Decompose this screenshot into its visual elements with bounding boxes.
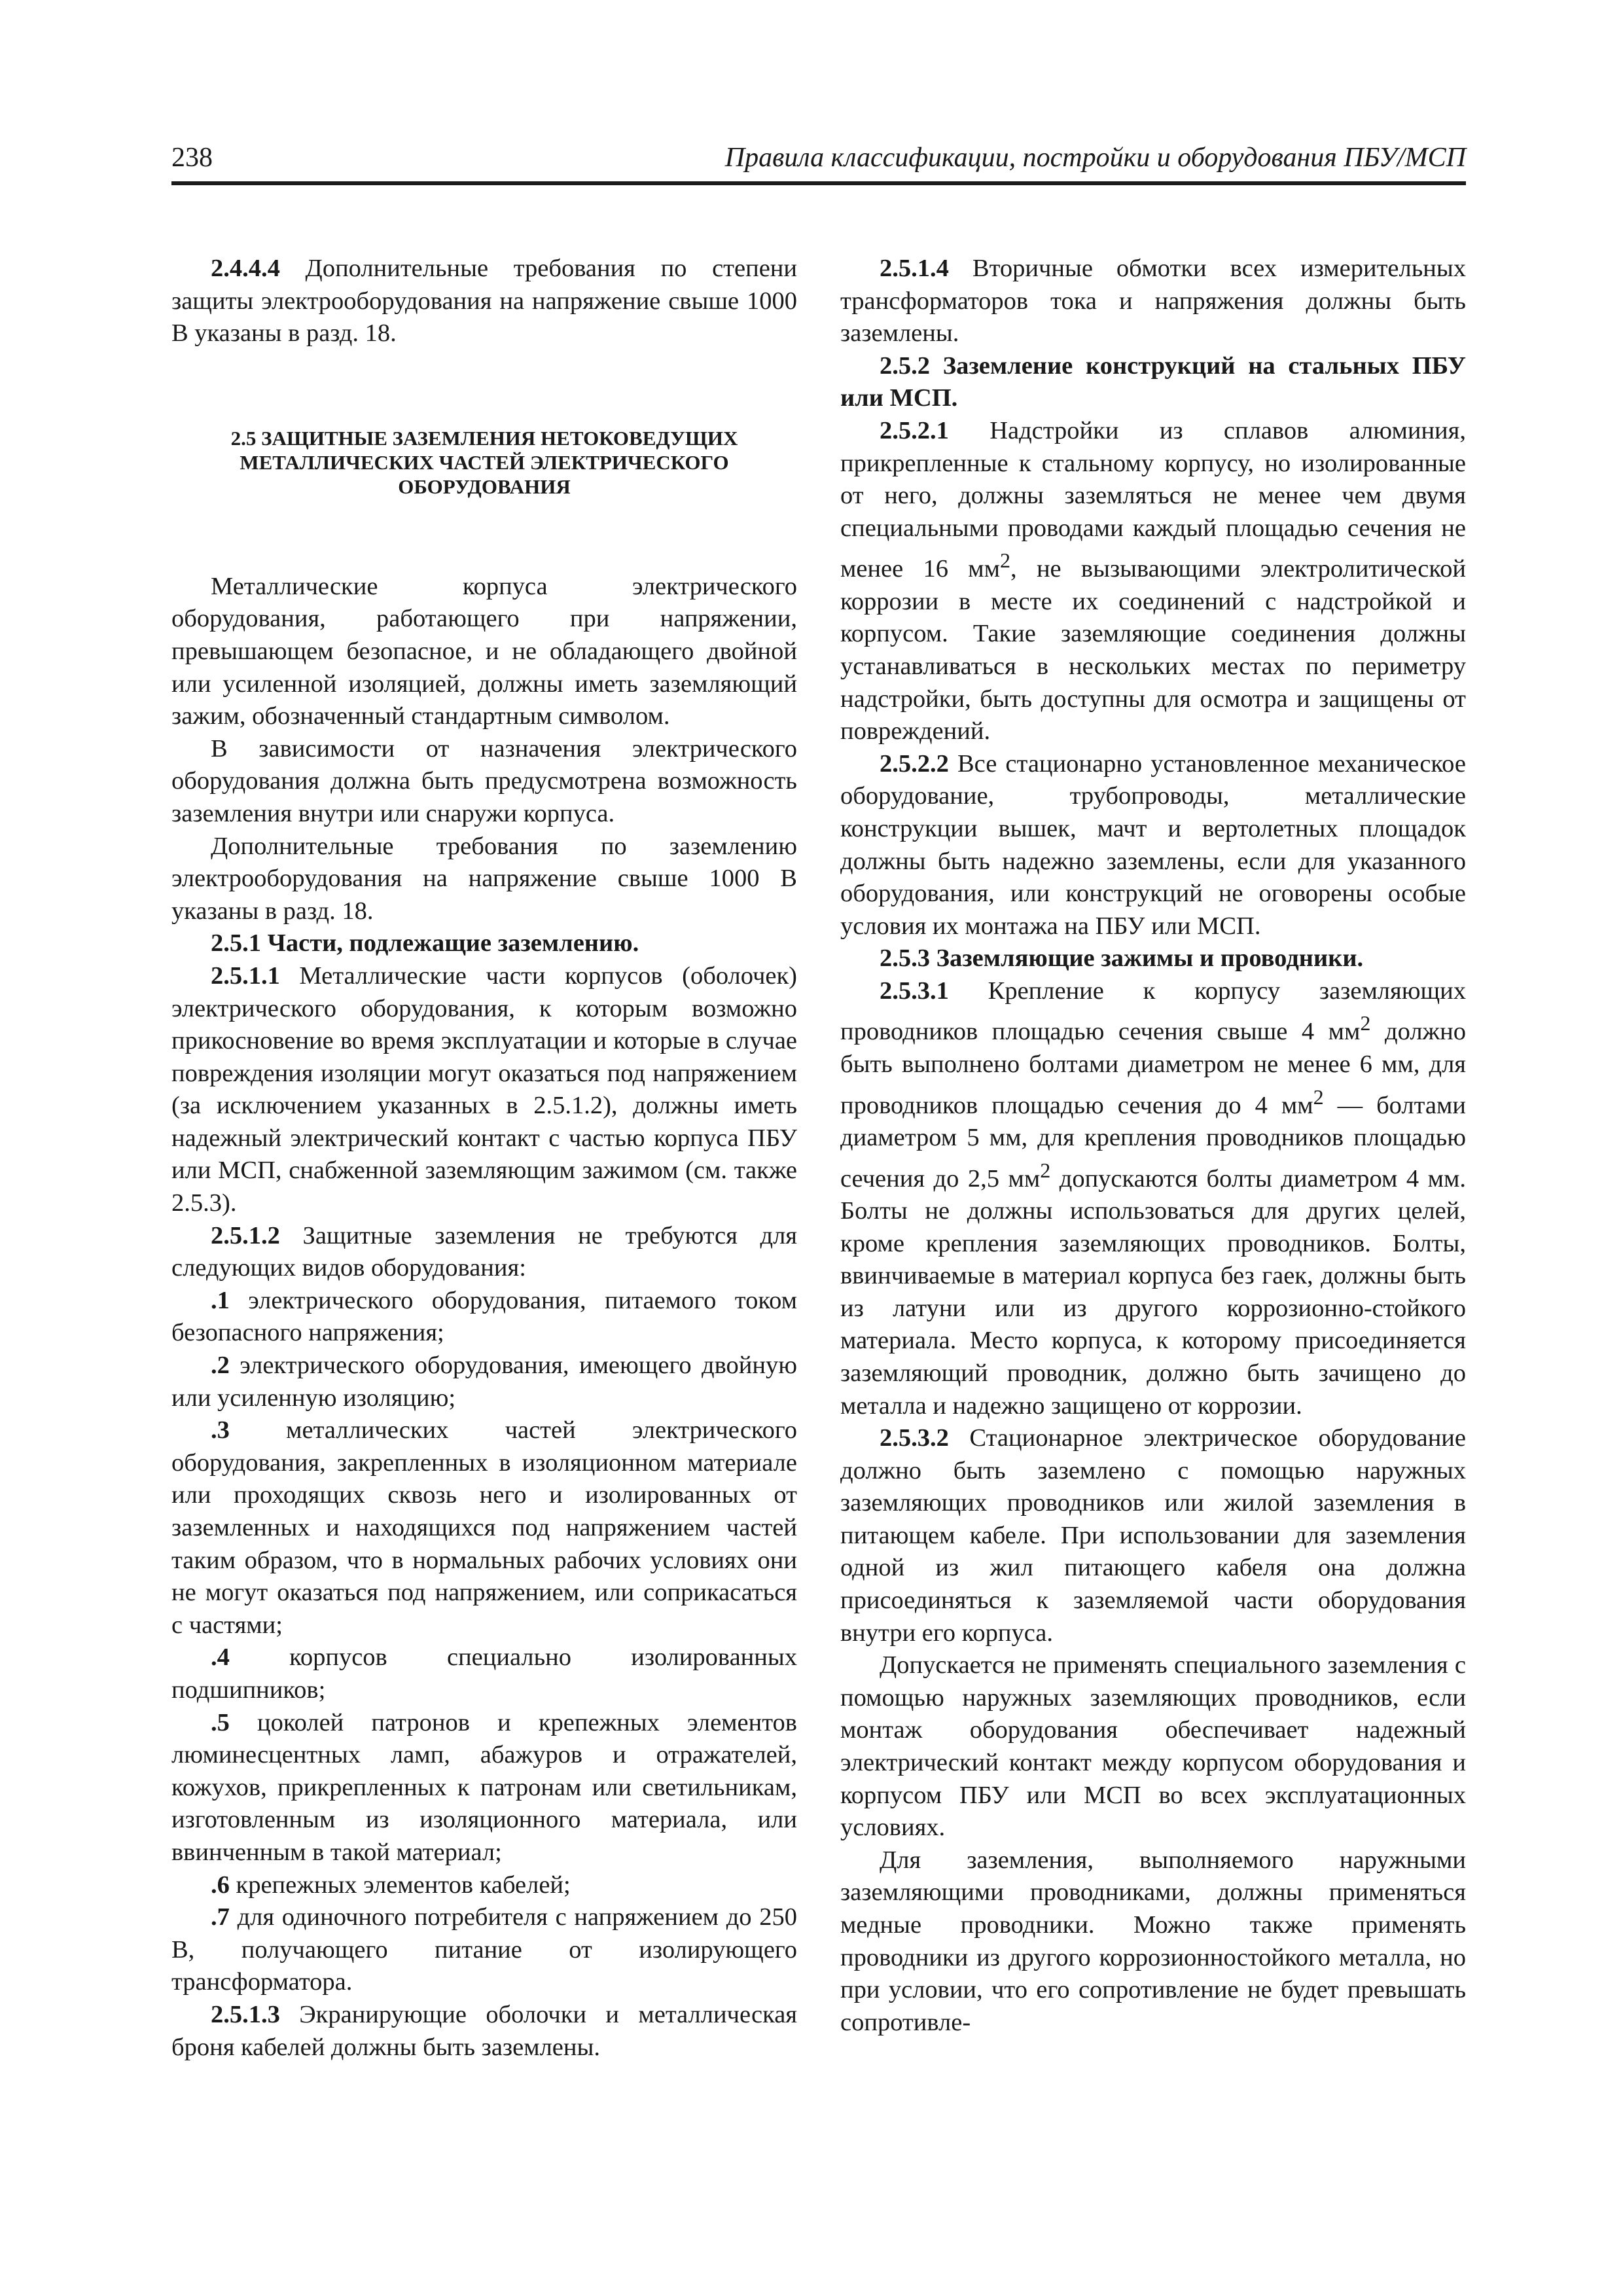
paragraph-2-5-2-1: [840, 415, 1466, 748]
list-item-number: .3: [211, 1416, 230, 1444]
clause-text: Дополнительные требования по степени защиты электрооборудования на напряжение свыше 1000 В указаны в разд. 18.: [171, 255, 797, 348]
section-title: 2.5 ЗАЩИТНЫЕ ЗАЗЕМЛЕНИЯ НЕТОКОВЕДУЩИХ МЕТАЛЛИЧЕСКИХ ЧАСТЕЙ ЭЛЕКТРИЧЕСКОГО ОБОРУДОВАНИЯ: [230, 426, 738, 498]
paragraph-2-5-1-3: [171, 1999, 797, 2064]
intro-paragraph-2: В зависимости от назначения электрического оборудования должна быть предусмотрена возможность заземления внутри или снаружи корпуса.: [171, 734, 797, 827]
paragraph-2-5-1-4: [840, 253, 1466, 350]
list-item: [171, 1869, 797, 1902]
subsection-heading-2-5-3: 2.5.3 Заземляющие зажимы и проводники.: [880, 944, 1364, 973]
superscript: 2: [1040, 1158, 1051, 1182]
superscript: 2: [1360, 1011, 1371, 1035]
clause-text: Надстройки из сплавов алюминия, прикрепленные к стальному корпусу, но изолированные от него, должны заземляться не менее чем двумя специальными проводами каждый площадью сечения не менее 16 мм: [840, 416, 1466, 583]
list-item: [171, 1414, 797, 1641]
clause-text: Все стационарно установленное механическое оборудование, трубопроводы, металлические конструкции вышек, мачт и вертолетных площадок должны быть надежно заземлены, если для указанного оборудования, или конструкций не оговорены особые условия их монтажа на ПБУ или МСП.: [840, 749, 1466, 940]
paragraph-2-5-1-1: [171, 960, 797, 1220]
paragraph-2-5-3-1: [840, 975, 1466, 1422]
clause-number: 2.5.1.2: [211, 1221, 280, 1249]
intro-paragraph-3: Дополнительные требования по заземлению электрооборудования на напряжение свыше 1000 В указаны в разд. 18.: [171, 832, 797, 925]
clause-number: 2.5.2.1: [880, 416, 949, 444]
subsection-heading-2-5-1: 2.5.1 Части, подлежащие заземлению.: [211, 929, 639, 958]
clause-text: Крепление к корпусу заземляющих проводников площадью сечения свыше 4 мм: [840, 977, 1466, 1046]
clause-number: 2.5.1.4: [880, 255, 949, 282]
clause-text: допускаются болты диаметром 4 мм. Болты не должны использоваться для других целей, кроме крепления заземляющих проводников. Болты, ввинчиваемые в материал корпуса без гаек, должны быть из латуни или из другого коррозионно-стойкого материала. Место корпуса, к которому присоединяется заземляющий проводник, должно быть зачищено до металла и надежно защищено от коррозии.: [840, 1164, 1466, 1420]
paragraph-2-5-1-2: [171, 1220, 797, 1285]
running-title: Правила классификации, постройки и оборудования ПБУ/МСП: [724, 143, 1466, 173]
list-item-number: .6: [211, 1871, 230, 1899]
list-item: [171, 1901, 797, 1999]
page-header: [171, 141, 1466, 185]
paragraph-2-4-4-4: [171, 253, 797, 350]
right-column: [840, 253, 1466, 2039]
list-item-text: электрического оборудования, питаемого током безопасного напряжения;: [171, 1286, 797, 1347]
intro-paragraph-1: Металлические корпуса электрического оборудования, работающего при напряжении, превышающем безопасное, и не обладающего двойной или усиленной изоляцией, должны иметь заземляющий зажим, обозначенный стандартным символом.: [171, 572, 797, 730]
list-item-text: металлических частей электрического оборудования, закрепленных в изоляционном материале или проходящих сквозь него и изолированных от заземленных и находящихся под напряжением частей таким образом, что в нормальных рабочих условиях они не могут оказаться под напряжением, или соприкасаться с частями;: [171, 1416, 797, 1639]
clause-text: Экранирующие оболочки и металлическая броня кабелей должны быть заземлены.: [171, 2000, 797, 2061]
clause-number: 2.5.3.2: [880, 1424, 949, 1452]
list-item-number: .7: [211, 1903, 230, 1931]
list-item-number: .4: [211, 1643, 230, 1672]
clause-number: 2.5.2.2: [880, 749, 949, 778]
clause-number: 2.5.1.3: [211, 2000, 280, 2028]
superscript: 2: [1313, 1085, 1324, 1109]
superscript: 2: [1000, 548, 1011, 573]
list-item-number: .5: [211, 1708, 230, 1736]
list-item: [171, 1641, 797, 1706]
clause-number: 2.4.4.4: [211, 255, 280, 282]
list-item: [171, 1285, 797, 1350]
subsection-heading-2-5-2: 2.5.2 Заземление конструкций на стальных ПБУ или МСП.: [840, 351, 1466, 412]
list-item-text: цоколей патронов и крепежных элементов люминесцентных ламп, абажуров и отражателей, кожухов, прикрепленных к патронам или светильникам, изготовленным из изоляционного материала, или ввинченным в такой материал;: [171, 1708, 797, 1866]
clause-number: 2.5.1.1: [211, 961, 280, 990]
clause-text: Защитные заземления не требуются для следующих видов оборудования:: [171, 1221, 797, 1282]
list-item-text: для одиночного потребителя с напряжением до 250 В, получающего питание от изолирующего трансформатора.: [171, 1903, 797, 1996]
paragraph-2-5-3-2: [840, 1422, 1466, 1649]
paragraph-2-5-2-2: [840, 748, 1466, 943]
list-item-text: электрического оборудования, имеющего двойную или усиленную изоляцию;: [171, 1352, 797, 1412]
list-item-text: корпусов специально изолированных подшипников;: [171, 1643, 797, 1704]
list-item-number: .2: [211, 1352, 230, 1380]
paragraph: Для заземления, выполняемого наружными заземляющими проводниками, должны применяться медные проводники. Можно также применять проводники из другого коррозионностойкого металла, но при условии, что его сопротивление не будет превышать сопротивле-: [840, 1846, 1466, 2036]
list-item-number: .1: [211, 1286, 230, 1314]
clause-text: должно быть выполнено болтами диаметром не менее 6 мм, для проводников площадью сечения до 4 мм: [840, 1018, 1466, 1119]
clause-number: 2.5.3.1: [880, 977, 949, 1005]
clause-text: Металлические части корпусов (оболочек) электрического оборудования, к которым возможно прикосновение во время эксплуатации и которые в случае повреждения изоляции могут оказаться под напряжением (за исключением указанных в 2.5.1.2), должны иметь надежный электрический контакт с частью корпуса ПБУ или МСП, снабженной заземляющим зажимом (см. также 2.5.3).: [171, 961, 797, 1217]
list-item-text: крепежных элементов кабелей;: [229, 1871, 571, 1899]
list-item: [171, 1707, 797, 1869]
clause-text: — болтами диаметром 5 мм, для крепления проводников площадью сечения до 2,5 мм: [840, 1091, 1466, 1193]
clause-text: , не вызывающими электролитической коррозии в месте их соединений с надстройкой и корпусом. Такие заземляющие соединения должны устанавливаться в нескольких местах по периметру надстройки, быть доступны для осмотра и защищены от повреждений.: [840, 555, 1466, 745]
left-column: [171, 253, 797, 2064]
clause-text: Вторичные обмотки всех измерительных трансформаторов тока и напряжения должны быть заземлены.: [840, 255, 1466, 348]
clause-text: Стационарное электрическое оборудование должно быть заземлено с помощью наружных заземляющих проводников или жилой заземления в питающем кабеле. При использовании для заземления одной из жил питающего кабеля она должна присоединяться к заземляемой части оборудования внутри его корпуса.: [840, 1424, 1466, 1647]
list-item: [171, 1350, 797, 1414]
paragraph: Допускается не применять специального заземления с помощью наружных заземляющих проводников, если монтаж оборудования обеспечивает надежный электрический контакт между корпусом оборудования и корпусом ПБУ или МСП во всех эксплуатационных условиях.: [840, 1651, 1466, 1842]
page-number: 238: [171, 143, 213, 173]
